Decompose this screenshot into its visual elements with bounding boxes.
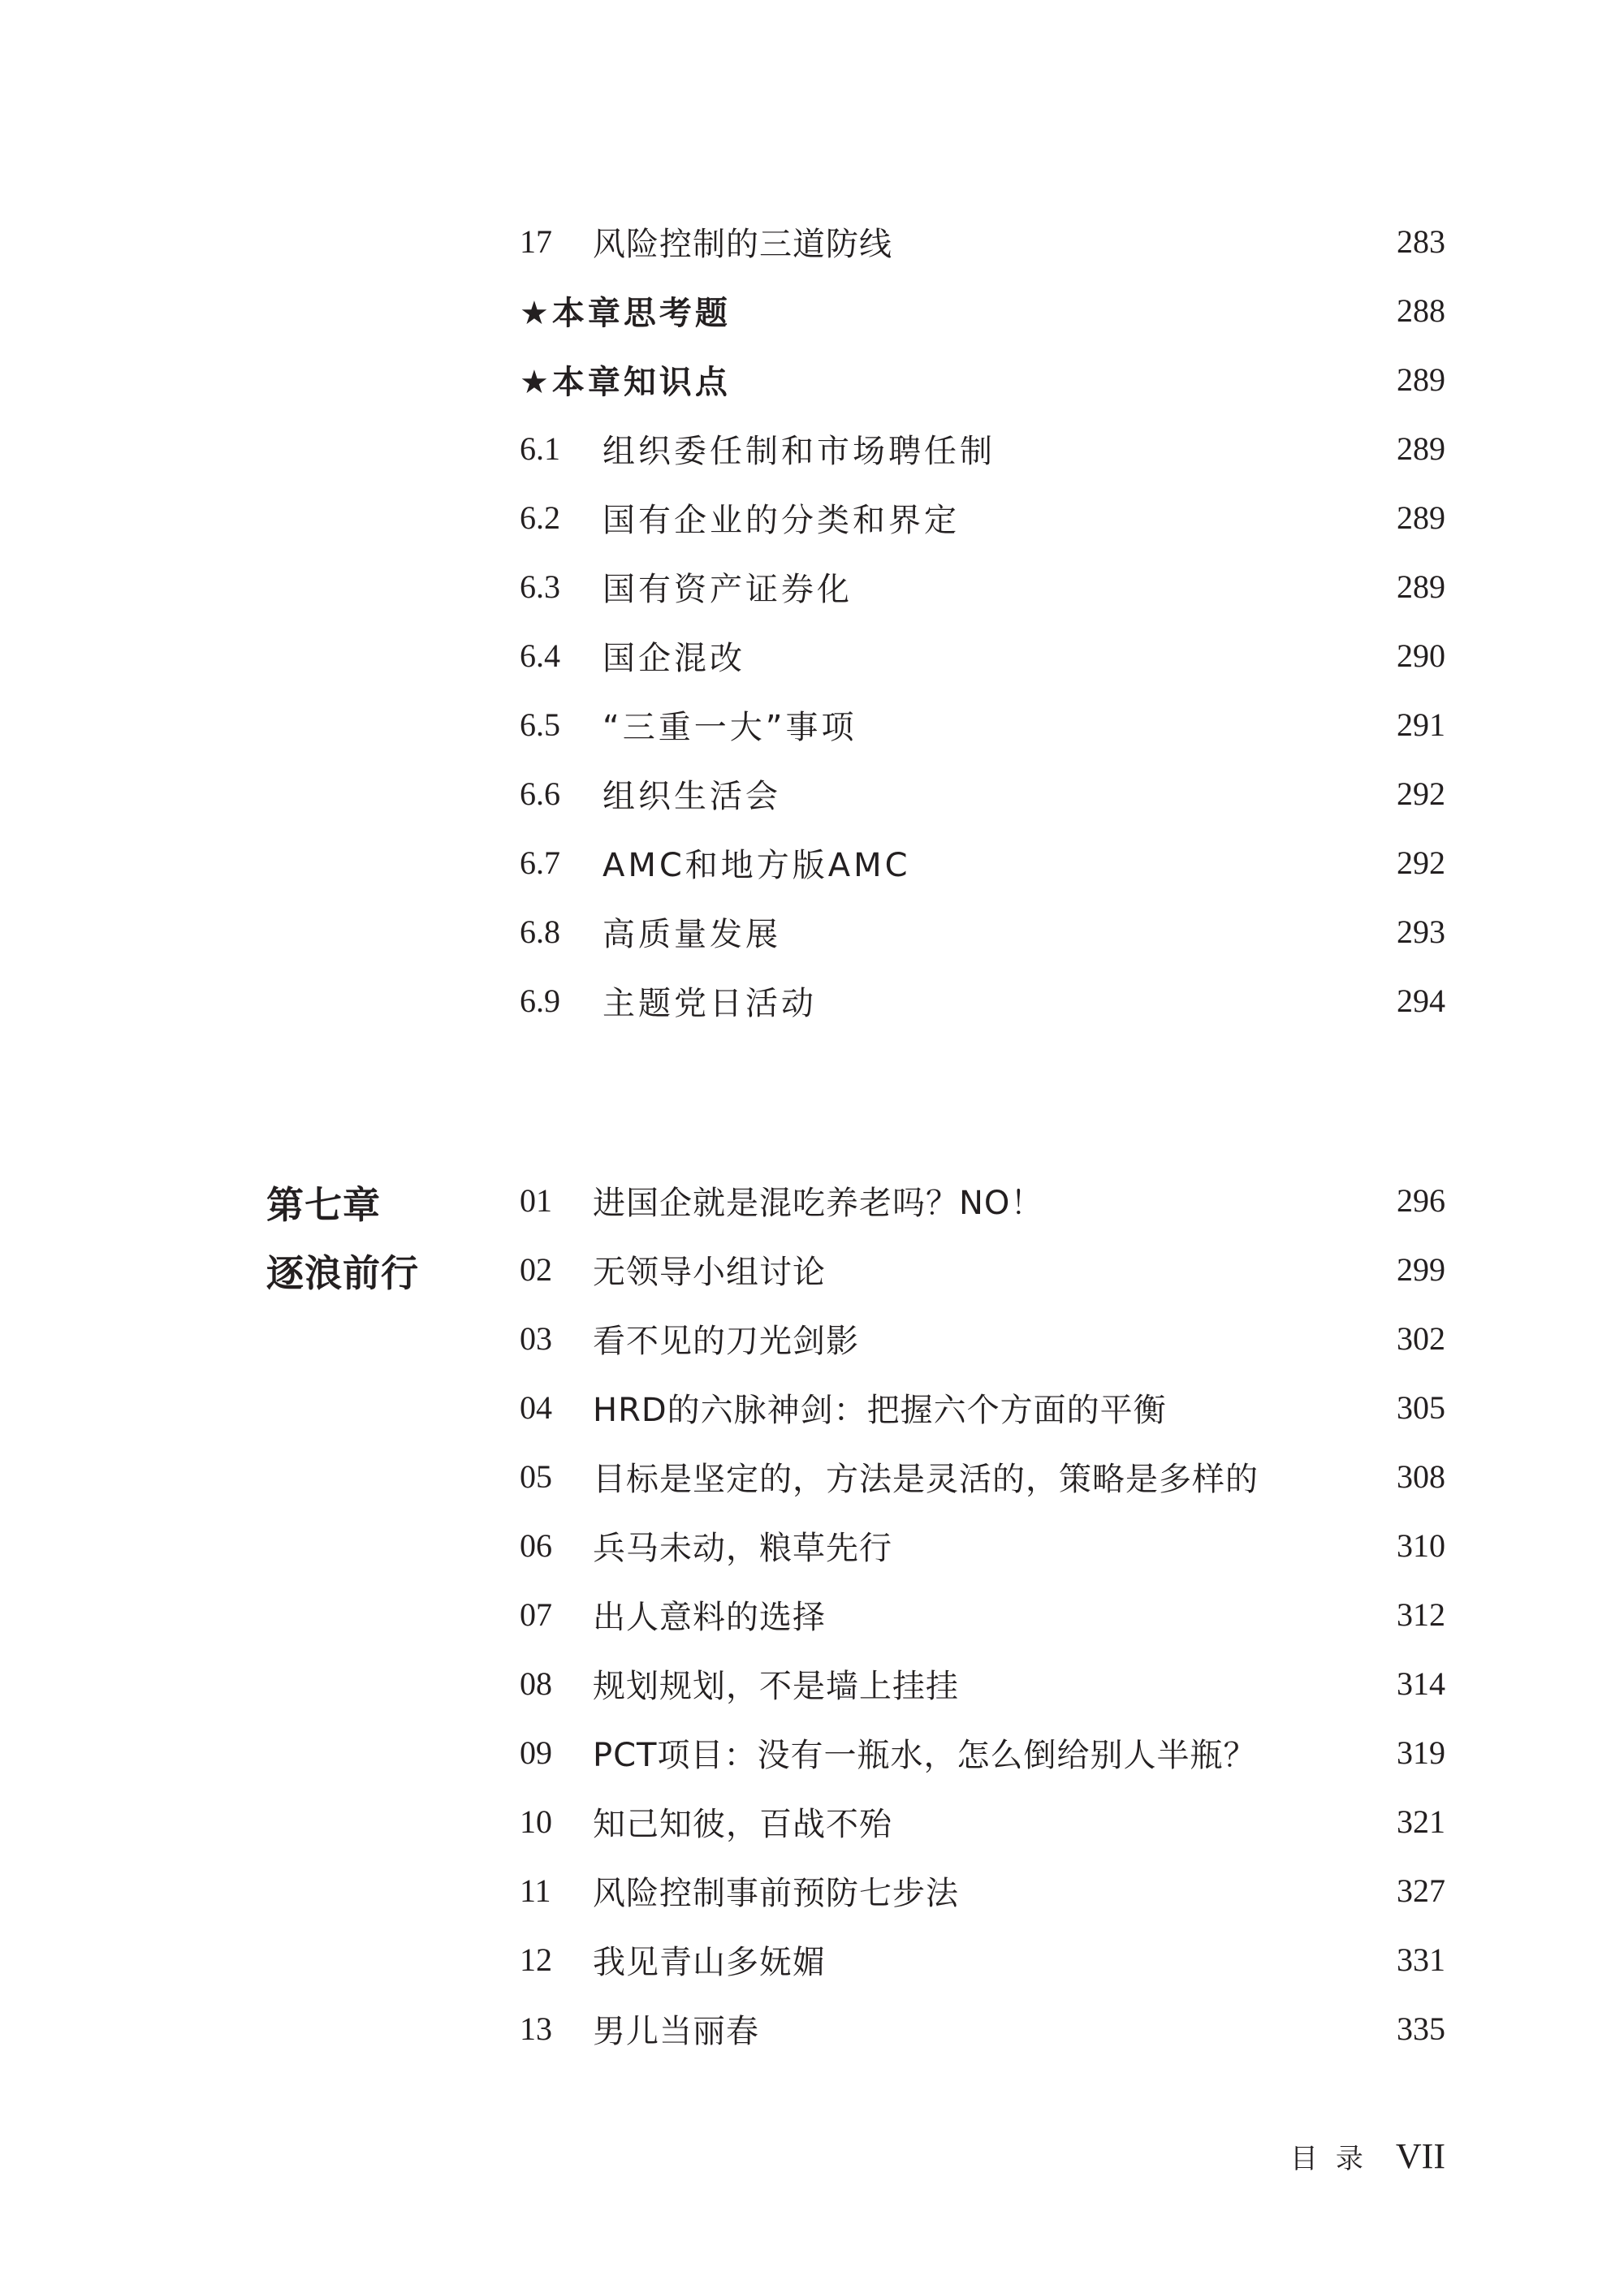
- entry-page: 335: [1397, 2010, 1445, 2047]
- entry-number: 08: [520, 1665, 552, 1702]
- toc-entry[interactable]: [520, 207, 1445, 275]
- toc-entry[interactable]: [520, 966, 1445, 1034]
- entry-page: 302: [1397, 1319, 1445, 1357]
- entry-page: 314: [1397, 1665, 1445, 1702]
- entry-title: 国企混改: [603, 639, 745, 677]
- toc-entry[interactable]: [520, 1856, 1445, 1924]
- toc-entry[interactable]: [520, 1373, 1445, 1441]
- entry-title: 看不见的刀光剑影: [593, 1322, 859, 1360]
- entry-title: 风险控制事前预防七步法: [593, 1874, 959, 1912]
- entry-title: “三重一大”事项: [603, 708, 857, 746]
- entry-title: 风险控制的三道防线: [593, 225, 892, 263]
- toc-entry[interactable]: [520, 1649, 1445, 1717]
- toc-entry[interactable]: [520, 1235, 1445, 1303]
- entry-number: 6.1: [520, 430, 560, 467]
- entry-page: 289: [1397, 361, 1445, 398]
- entry-number: 6.9: [520, 982, 560, 1019]
- toc-entry[interactable]: [520, 1442, 1445, 1510]
- toc-entry[interactable]: [520, 1994, 1445, 2062]
- entry-page: 289: [1397, 499, 1445, 536]
- entry-title: HRD的六脉神剑：把握六个方面的平衡: [593, 1391, 1167, 1429]
- entry-number: 05: [520, 1457, 552, 1495]
- entry-page: 305: [1397, 1388, 1445, 1426]
- entry-page: 296: [1397, 1181, 1445, 1219]
- entry-title: 知己知彼，百战不殆: [593, 1805, 892, 1843]
- entry-number: 6.6: [520, 775, 560, 812]
- toc-entry[interactable]: [520, 1787, 1445, 1855]
- entry-number: 6.2: [520, 499, 560, 536]
- entry-number: 6.4: [520, 637, 560, 674]
- entry-title: AMC和地方版AMC: [603, 846, 911, 884]
- entry-number: 09: [520, 1734, 552, 1771]
- entry-title: 主题党日活动: [603, 984, 817, 1022]
- entry-page: 289: [1397, 568, 1445, 605]
- entry-page: 291: [1397, 706, 1445, 743]
- entry-number: 07: [520, 1596, 552, 1633]
- entry-title: 我见青山多妩媚: [593, 1943, 826, 1981]
- entry-page: 310: [1397, 1527, 1445, 1564]
- entry-number: 10: [520, 1803, 552, 1840]
- entry-title: 男儿当丽春: [593, 2012, 759, 2050]
- entry-title: 出人意料的选择: [593, 1598, 826, 1636]
- entry-page: 321: [1397, 1803, 1445, 1840]
- entry-title: 无领导小组讨论: [593, 1253, 826, 1291]
- page-footer: [1202, 2127, 1445, 2184]
- entry-title: 高质量发展: [603, 915, 781, 953]
- toc-entry-star[interactable]: [520, 276, 1445, 344]
- toc-entry[interactable]: [520, 1304, 1445, 1372]
- entry-title: 组织生活会: [603, 777, 781, 815]
- entry-page: 283: [1397, 222, 1445, 260]
- entry-number: 01: [520, 1181, 552, 1219]
- entry-page: 292: [1397, 775, 1445, 812]
- entry-page: 289: [1397, 430, 1445, 467]
- entry-page: 312: [1397, 1596, 1445, 1633]
- entry-page: 293: [1397, 913, 1445, 950]
- entry-number: 6.3: [520, 568, 560, 605]
- entry-page: 331: [1397, 1941, 1445, 1978]
- toc-entry[interactable]: [520, 1718, 1445, 1786]
- toc-entry[interactable]: [520, 897, 1445, 965]
- entry-number: 12: [520, 1941, 552, 1978]
- toc-entry[interactable]: [520, 1511, 1445, 1579]
- entry-number: 13: [520, 2010, 552, 2047]
- entry-title: 兵马未动，粮草先行: [593, 1529, 892, 1567]
- entry-number: 02: [520, 1250, 552, 1288]
- entry-page: 299: [1397, 1250, 1445, 1288]
- entry-title: 国有资产证券化: [603, 570, 853, 608]
- toc-entry[interactable]: [520, 759, 1445, 827]
- entry-page: 327: [1397, 1872, 1445, 1909]
- toc-entry-star[interactable]: [520, 345, 1445, 413]
- running-footer-label: 目录: [1289, 2142, 1381, 2175]
- entry-title: ★本章思考题: [520, 294, 731, 332]
- entry-title: 国有企业的分类和界定: [603, 501, 960, 539]
- entry-page: 290: [1397, 637, 1445, 674]
- entry-number: 6.8: [520, 913, 560, 950]
- toc-entry[interactable]: [520, 1580, 1445, 1648]
- chapter-number-heading: 第七章: [266, 1183, 381, 1227]
- toc-entry[interactable]: [520, 414, 1445, 482]
- entry-title: ★本章知识点: [520, 363, 731, 401]
- entry-number: 06: [520, 1527, 552, 1564]
- entry-title: 目标是坚定的，方法是灵活的，策略是多样的: [593, 1460, 1259, 1498]
- toc-entry[interactable]: [520, 690, 1445, 758]
- entry-page: 319: [1397, 1734, 1445, 1771]
- entry-title: PCT项目：没有一瓶水，怎么倒给别人半瓶？: [593, 1736, 1257, 1774]
- entry-number: 6.5: [520, 706, 560, 743]
- toc-entry[interactable]: [520, 1166, 1445, 1234]
- entry-page: 294: [1397, 982, 1445, 1019]
- entry-number: 04: [520, 1388, 552, 1426]
- entry-number: 11: [520, 1872, 551, 1909]
- page-number: VII: [1395, 2135, 1445, 2176]
- entry-page: 288: [1397, 291, 1445, 329]
- toc-entry[interactable]: [520, 1925, 1445, 1993]
- toc-entry[interactable]: [520, 483, 1445, 551]
- toc-entry[interactable]: [520, 552, 1445, 620]
- entry-number: 6.7: [520, 844, 560, 881]
- entry-number: 03: [520, 1319, 552, 1357]
- toc-entry[interactable]: [520, 828, 1445, 896]
- entry-page: 292: [1397, 844, 1445, 881]
- entry-number: 17: [520, 222, 552, 260]
- entry-page: 308: [1397, 1457, 1445, 1495]
- entry-title: 规划规划，不是墙上挂挂: [593, 1667, 959, 1705]
- toc-entry[interactable]: [520, 621, 1445, 689]
- entry-title: 进国企就是混吃养老吗？NO！: [593, 1184, 1044, 1222]
- entry-title: 组织委任制和市场聘任制: [603, 432, 996, 470]
- chapter-title-heading: 逐浪前行: [266, 1251, 419, 1295]
